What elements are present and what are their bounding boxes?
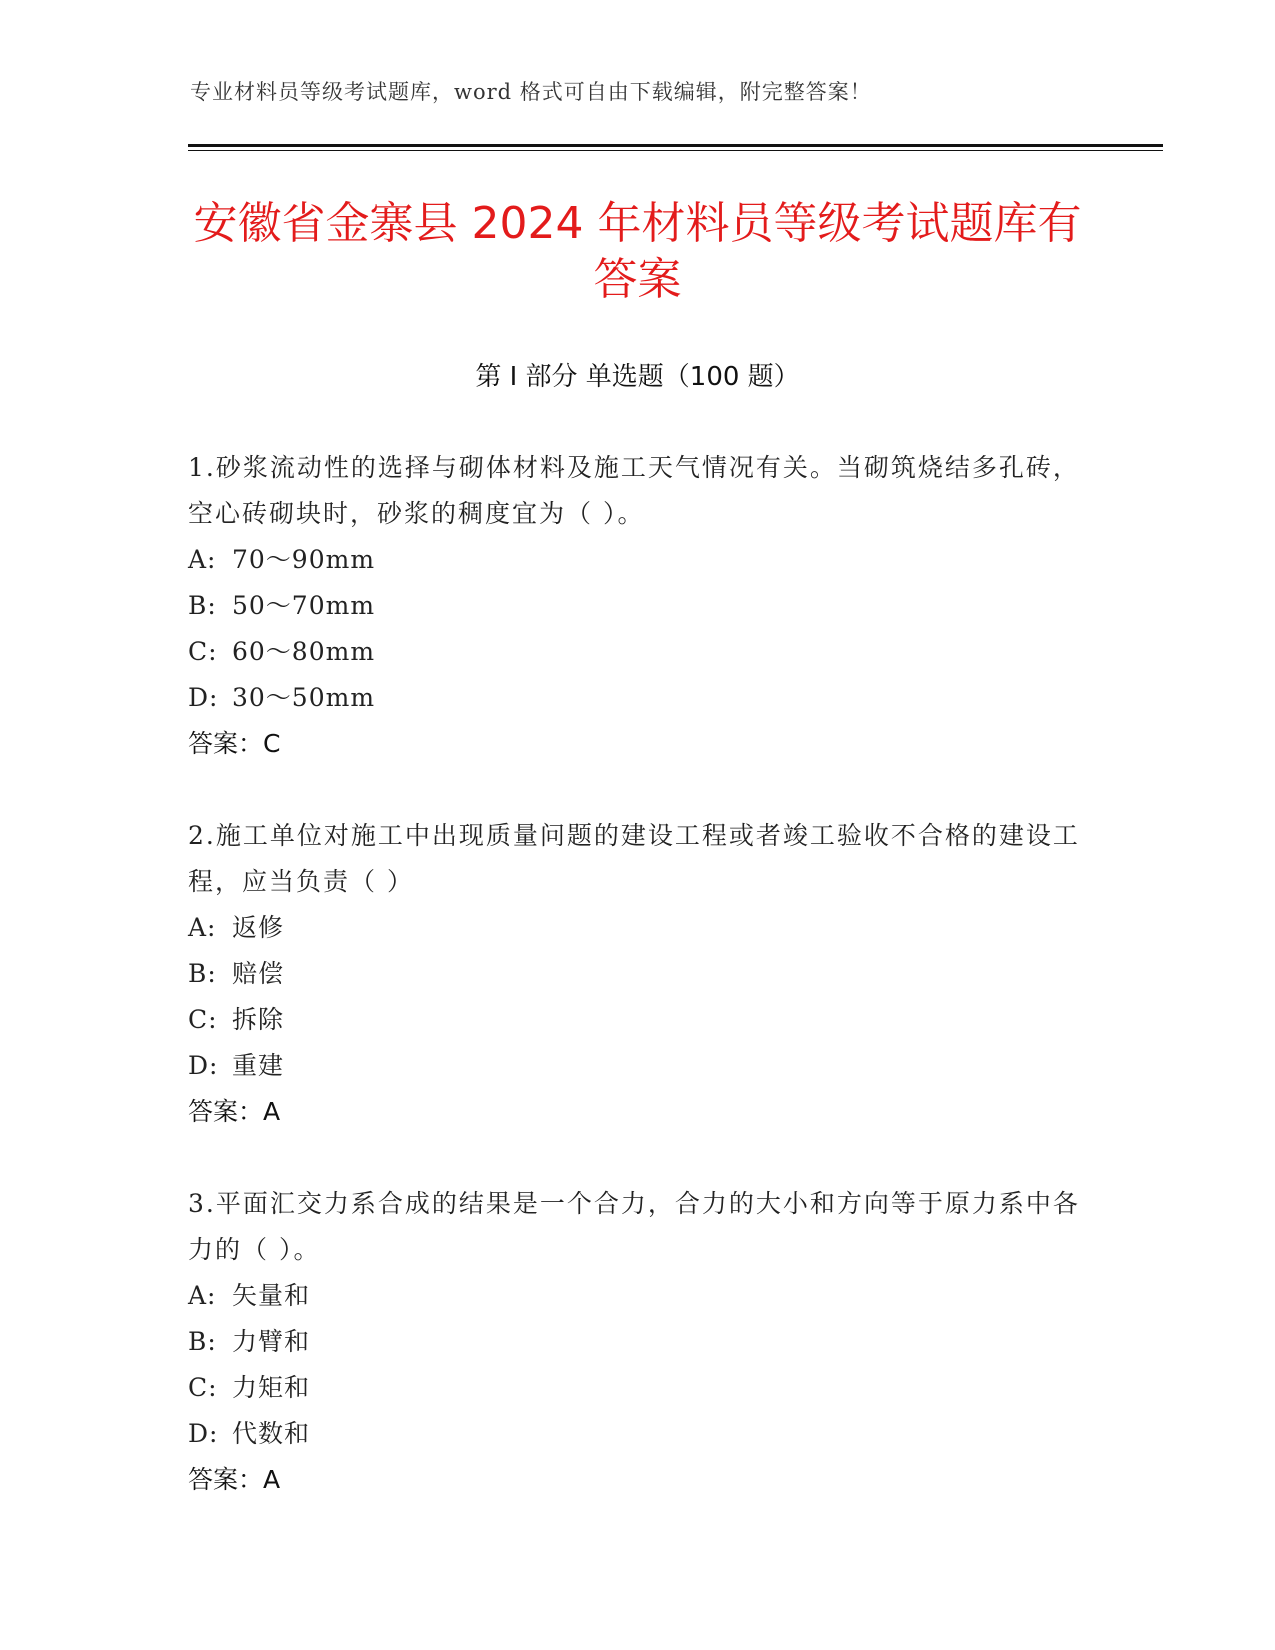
option-letter: D: (188, 1051, 219, 1080)
option-d (188, 675, 1088, 721)
option-text: 力矩和 (232, 1373, 311, 1402)
header-rule-thin (188, 150, 1163, 151)
question-1 (188, 445, 1088, 767)
answer-line: 答案：A (188, 1465, 281, 1494)
option-d (188, 1411, 1088, 1457)
option-letter: B: (188, 959, 217, 988)
document-title-line2: 答案 (593, 254, 682, 305)
answer-line: 答案：A (188, 1097, 281, 1126)
option-text: 50～70mm (232, 591, 376, 620)
question-stem: 3.平面汇交力系合成的结果是一个合力，合力的大小和方向等于原力系中各力的（ ）。 (188, 1189, 1080, 1264)
question-stem: 1.砂浆流动性的选择与砌体材料及施工天气情况有关。当砌筑烧结多孔砖，空心砖砌块时，砂浆的稠度宜为（ ）。 (188, 453, 1080, 528)
header-note: 专业材料员等级考试题库，word 格式可自由下载编辑，附完整答案！ (190, 80, 872, 104)
option-b (188, 583, 1088, 629)
document-title-line1: 安徽省金寨县 2024 年材料员等级考试题库有 (193, 198, 1082, 249)
option-text: 拆除 (232, 1005, 285, 1034)
question-stem: 2.施工单位对施工中出现质量问题的建设工程或者竣工验收不合格的建设工程，应当负责（ ） (188, 821, 1080, 896)
question-list (188, 445, 1088, 1549)
option-letter: A: (188, 913, 217, 942)
option-text: 返修 (232, 913, 285, 942)
section-heading: 第 I 部分 单选题（100 题） (475, 362, 800, 392)
option-letter: B: (188, 1327, 217, 1356)
option-a (188, 1273, 1088, 1319)
option-b (188, 1319, 1088, 1365)
option-letter: C: (188, 637, 218, 666)
option-a (188, 537, 1088, 583)
option-b (188, 951, 1088, 997)
option-text: 代数和 (232, 1419, 311, 1448)
option-text: 30～50mm (232, 683, 376, 712)
option-text: 赔偿 (232, 959, 285, 988)
document-title (150, 196, 1125, 308)
option-a (188, 905, 1088, 951)
option-c (188, 997, 1088, 1043)
option-text: 矢量和 (232, 1281, 311, 1310)
option-text: 力臂和 (232, 1327, 311, 1356)
option-letter: C: (188, 1005, 218, 1034)
option-c (188, 629, 1088, 675)
option-text: 重建 (232, 1051, 285, 1080)
option-letter: D: (188, 1419, 219, 1448)
option-letter: D: (188, 683, 219, 712)
option-c (188, 1365, 1088, 1411)
question-3 (188, 1181, 1088, 1503)
option-text: 60～80mm (232, 637, 376, 666)
header-rule-thick (188, 144, 1163, 147)
question-2 (188, 813, 1088, 1135)
option-letter: A: (188, 545, 217, 574)
option-text: 70～90mm (232, 545, 376, 574)
option-letter: B: (188, 591, 217, 620)
option-d (188, 1043, 1088, 1089)
answer-line: 答案：C (188, 729, 281, 758)
option-letter: A: (188, 1281, 217, 1310)
option-letter: C: (188, 1373, 218, 1402)
